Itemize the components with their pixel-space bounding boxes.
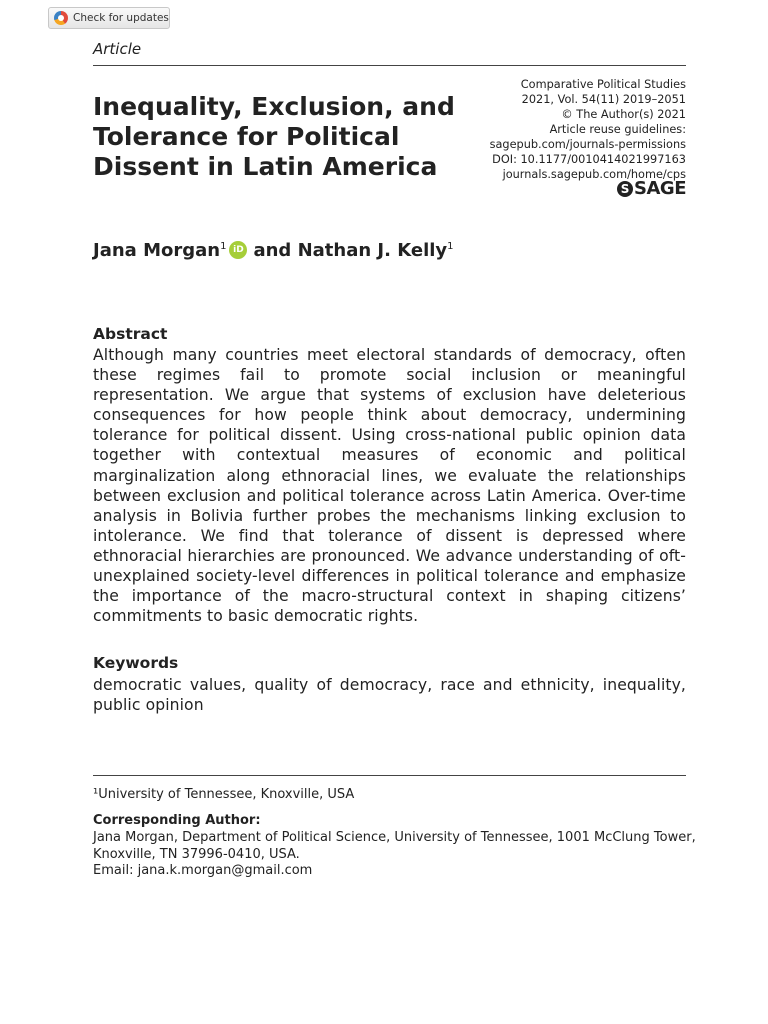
author-line (93, 240, 454, 261)
sage-wordmark: SAGE (634, 178, 686, 199)
check-for-updates-button[interactable] (48, 7, 170, 29)
corresponding-email[interactable]: Email: jana.k.morgan@gmail.com (93, 863, 313, 878)
affiliation-note: ¹University of Tennessee, Knoxville, USA (93, 787, 355, 802)
footnote-rule (93, 775, 686, 776)
author-jana-morgan[interactable]: Jana Morgan (93, 240, 221, 261)
sage-logo (617, 178, 686, 199)
journal-volume: 2021, Vol. 54(11) 2019–2051 (521, 93, 686, 106)
keywords-text: democratic values, quality of democracy, race and ethnicity, inequality, public opinion (93, 676, 686, 715)
abstract-text: Although many countries meet electoral standards of democracy, often these regimes fail to promote social inclusion or meaningful representation. We argue that systems of exclusion have deleterious consequences for how people think about democracy, undermining tolerance for political dissent. Using cross-national public opinion data together with contextual measures of economic and political marginalization along ethnoracial lines, we evaluate the relationships between exclusion and political tolerance across Latin America. Over-time analysis in Bolivia further probes the mechanisms linking exclusion to intolerance. We find that tolerance of dissent is depressed where ethnoracial hierarchies are pronounced. We advance understanding of oft-unexplained society-level differences in political tolerance and emphasize the importance of the macro-structural context in shaping citizens’ commitments to basic democratic rights. (93, 346, 686, 626)
keywords-heading: Keywords (93, 654, 179, 672)
journal-name: Comparative Political Studies (520, 78, 686, 91)
corresponding-author-heading: Corresponding Author: (93, 813, 261, 828)
check-for-updates-label: Check for updates (73, 12, 169, 24)
sage-mark-icon: S (617, 181, 633, 197)
abstract-heading: Abstract (93, 325, 168, 343)
journal-copyright: © The Author(s) 2021 (561, 108, 686, 121)
article-title: Inequality, Exclusion, and Tolerance for Political Dissent in Latin America (93, 92, 455, 181)
affiliation-marker: 1 (447, 241, 454, 252)
corresponding-address-line1: Jana Morgan, Department of Political Science, University of Tennessee, 1001 McClung Tower, (93, 830, 696, 845)
orcid-icon[interactable]: iD (229, 241, 247, 259)
article-type-label: Article (93, 40, 142, 58)
doi-link[interactable]: DOI: 10.1177/0010414021997163 (492, 153, 686, 166)
author-nathan-kelly[interactable]: and Nathan J. Kelly (253, 240, 448, 261)
journal-info (490, 77, 686, 182)
journal-homepage-link[interactable]: journals.sagepub.com/home/cps (502, 168, 686, 181)
crossmark-icon (54, 11, 68, 25)
corresponding-author-details (93, 830, 696, 880)
permissions-link[interactable]: sagepub.com/journals-permissions (489, 138, 686, 151)
affiliation-marker: 1 (220, 241, 227, 252)
journal-reuse: Article reuse guidelines: (549, 123, 686, 136)
corresponding-address-line2: Knoxville, TN 37996-0410, USA. (93, 846, 300, 862)
header-rule (93, 65, 686, 66)
